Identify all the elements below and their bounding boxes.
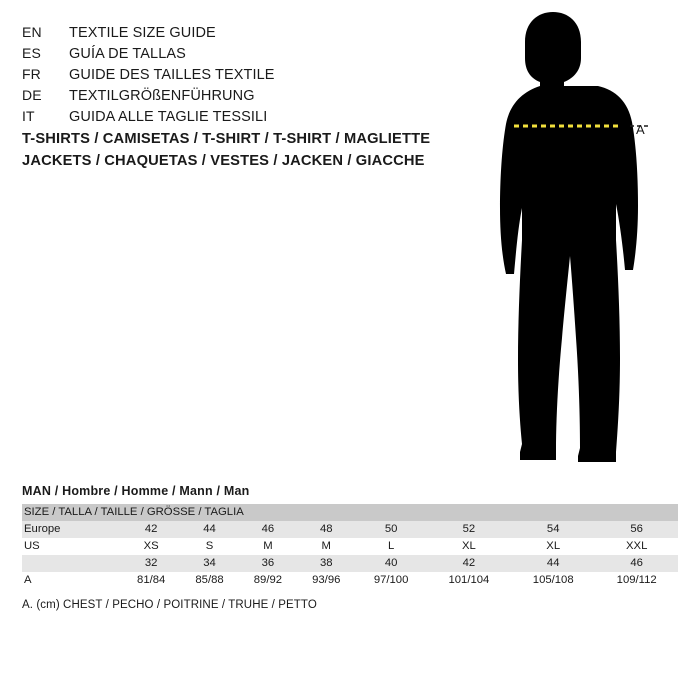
table-row <box>22 521 678 538</box>
table-cell: 48 <box>297 521 355 538</box>
table-cell: 81/84 <box>122 572 180 589</box>
language-title: GUIDA ALLE TAGLIE TESSILI <box>69 109 268 125</box>
language-title: GUÍA DE TALLAS <box>69 46 186 62</box>
table-cell: 89/92 <box>239 572 297 589</box>
table-footnote: A. (cm) CHEST / PECHO / POITRINE / TRUHE / PETTO <box>22 599 317 611</box>
row-label: Europe <box>22 521 122 538</box>
row-label <box>22 555 122 572</box>
table-row <box>22 555 678 572</box>
table-cell: 56 <box>595 521 678 538</box>
table-cell: 44 <box>180 521 238 538</box>
table-cell: 105/108 <box>511 572 595 589</box>
language-row <box>22 22 462 43</box>
table-cell: XXL <box>595 538 678 555</box>
table-cell: L <box>355 538 426 555</box>
table-cell: 97/100 <box>355 572 426 589</box>
table-cell: 46 <box>239 521 297 538</box>
table-row <box>22 572 678 589</box>
table-cell: 34 <box>180 555 238 572</box>
table-cell: 42 <box>122 521 180 538</box>
category-tshirts: T-SHIRTS / CAMISETAS / T-SHIRT / T-SHIRT / MAGLIETTE <box>22 131 431 147</box>
table-cell: 52 <box>427 521 511 538</box>
chest-measure-label: A <box>636 122 646 137</box>
language-title: GUIDE DES TAILLES TEXTILE <box>69 67 275 83</box>
row-label: US <box>22 538 122 555</box>
table-row <box>22 538 678 555</box>
garment-category-block <box>22 128 472 172</box>
language-row <box>22 64 462 85</box>
row-label: A <box>22 572 122 589</box>
table-gender-title: MAN / Hombre / Homme / Mann / Man <box>22 484 250 498</box>
table-cell: 38 <box>297 555 355 572</box>
language-row <box>22 43 462 64</box>
table-cell: S <box>180 538 238 555</box>
language-title-block <box>22 22 462 127</box>
table-cell: XL <box>511 538 595 555</box>
body-silhouette-figure <box>470 8 670 468</box>
language-code: DE <box>22 87 42 103</box>
language-code: FR <box>22 66 41 82</box>
table-header-label: SIZE / TALLA / TAILLE / GRÖSSE / TAGLIA <box>22 504 678 521</box>
language-code: EN <box>22 24 42 40</box>
language-title: TEXTILGRÖßENFÜHRUNG <box>69 88 255 104</box>
table-cell: M <box>239 538 297 555</box>
table-cell: 85/88 <box>180 572 238 589</box>
table-cell: XS <box>122 538 180 555</box>
category-jackets: JACKETS / CHAQUETAS / VESTES / JACKEN / GIACCHE <box>22 153 425 169</box>
language-code: IT <box>22 108 35 124</box>
table-cell: 32 <box>122 555 180 572</box>
table-cell: 50 <box>355 521 426 538</box>
table-cell: 54 <box>511 521 595 538</box>
language-title: TEXTILE SIZE GUIDE <box>69 25 216 41</box>
table-cell: 42 <box>427 555 511 572</box>
table-cell: M <box>297 538 355 555</box>
language-row <box>22 106 462 127</box>
language-row <box>22 85 462 106</box>
table-cell: 36 <box>239 555 297 572</box>
size-table-area <box>22 484 678 611</box>
table-cell: 93/96 <box>297 572 355 589</box>
table-cell: XL <box>427 538 511 555</box>
table-cell: 40 <box>355 555 426 572</box>
size-table <box>22 504 678 589</box>
table-cell: 101/104 <box>427 572 511 589</box>
table-cell: 44 <box>511 555 595 572</box>
table-cell: 46 <box>595 555 678 572</box>
table-cell: 109/112 <box>595 572 678 589</box>
table-header-row <box>22 504 678 521</box>
language-code: ES <box>22 45 41 61</box>
